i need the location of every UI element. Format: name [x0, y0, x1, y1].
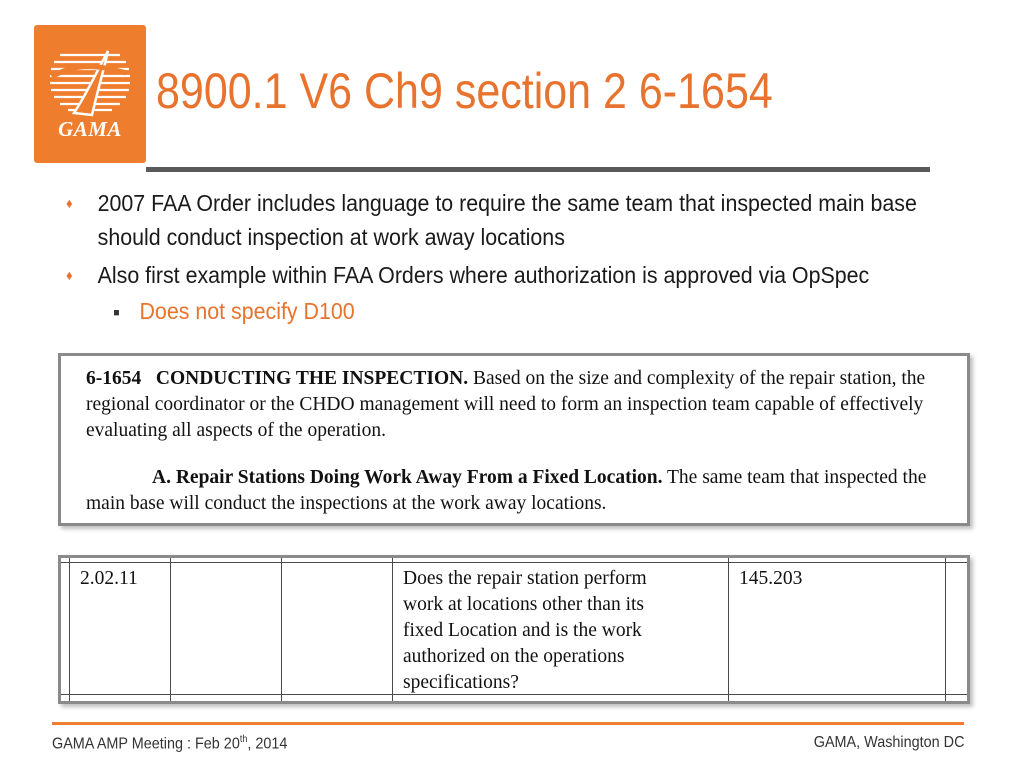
section-number: 6-1654 — [86, 368, 142, 389]
reference-cell: 145.203 — [739, 568, 803, 589]
page-title: 8900.1 V6 Ch9 section 2 6-1654 — [156, 63, 773, 119]
table-rule — [945, 558, 946, 701]
question-line: Does the repair station perform — [403, 568, 647, 589]
footer-meeting-suffix: , 2014 — [247, 735, 288, 753]
question-line: specifications? — [403, 672, 519, 693]
question-line: work at locations other than its — [403, 594, 644, 615]
table-rule — [728, 558, 729, 701]
section-body: Based on the size and complexity of the repair station, the regional coordinator or the CHDO management will need to form an inspection team capable of effectively evaluating all aspects of the operation. — [86, 368, 926, 441]
sub-bullet-item — [66, 296, 903, 326]
bullet-item — [66, 258, 972, 292]
excerpt-subparagraph — [86, 465, 966, 517]
bullet-text: 2007 FAA Order includes language to require the same team that inspected main base should conduct inspection at work away locations — [97, 190, 917, 250]
diamond-bullet-icon: ♦ — [66, 267, 73, 283]
checklist-table-excerpt — [58, 555, 970, 704]
gama-logo — [34, 25, 146, 163]
question-cell — [403, 566, 723, 696]
bullet-text: Also first example within FAA Orders where authorization is approved via OpSpec — [97, 262, 870, 288]
footer-meeting-prefix: GAMA AMP Meeting : Feb 20 — [52, 735, 240, 753]
question-line: authorized on the operations — [403, 646, 625, 667]
diamond-bullet-icon: ♦ — [66, 195, 73, 211]
table-rule — [392, 558, 393, 701]
bullet-item — [66, 186, 972, 254]
excerpt-paragraph — [86, 366, 966, 444]
order-excerpt — [58, 353, 970, 526]
table-rule — [170, 558, 171, 701]
footer-meeting-info — [52, 734, 287, 753]
question-line: fixed Location and is the work — [403, 620, 642, 641]
sub-bullet-text: Does not specify D100 — [139, 298, 355, 324]
logo-text: GAMA — [58, 117, 122, 141]
sub-heading: A. Repair Stations Doing Work Away From a Fixed Location. — [152, 467, 663, 488]
footer-divider — [52, 722, 964, 725]
table-rule — [281, 558, 282, 701]
sub-body: The same team that inspected the main base will conduct the inspections at the work away locations. — [86, 467, 927, 514]
table-rule — [69, 558, 70, 701]
item-number-cell: 2.02.11 — [80, 568, 138, 589]
section-heading: CONDUCTING THE INSPECTION. — [155, 368, 469, 389]
title-divider — [146, 167, 930, 172]
square-bullet-icon: ■ — [113, 307, 120, 319]
footer-meeting-sup: th — [239, 734, 248, 745]
bullet-list — [66, 186, 966, 326]
footer-location: GAMA, Washington DC — [813, 734, 964, 751]
globe-logo-icon — [34, 25, 146, 163]
table-rule — [61, 562, 967, 563]
